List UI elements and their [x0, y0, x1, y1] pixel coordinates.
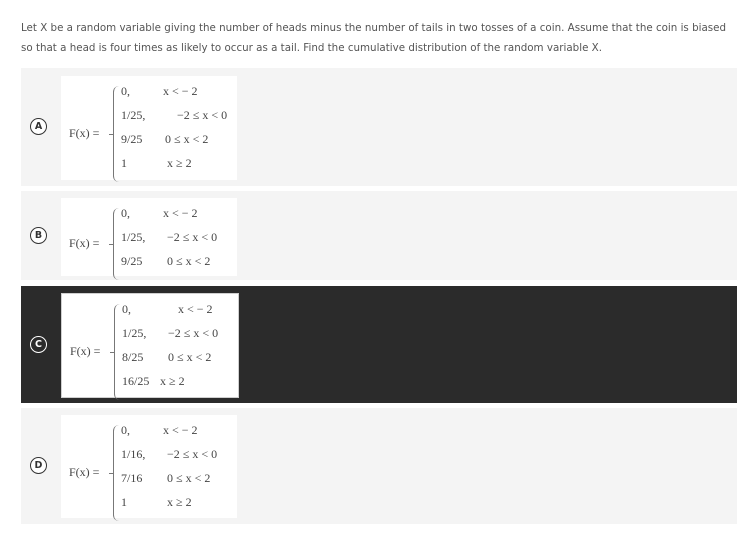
piece-value: 1/25, — [122, 326, 147, 340]
piece-value: 9/25 — [121, 132, 143, 146]
formula-card — [61, 76, 237, 180]
option-a[interactable] — [21, 68, 737, 186]
piece-condition: x < − 2 — [163, 423, 198, 437]
formula-card — [61, 198, 237, 276]
piece-condition: x < − 2 — [163, 206, 198, 220]
piece-value: 7/16 — [121, 471, 143, 485]
piecewise-brace — [113, 86, 121, 182]
piece-condition: −2 ≤ x < 0 — [168, 326, 219, 340]
piece-value: 1 — [121, 156, 127, 170]
piece-value: 0, — [121, 423, 130, 437]
option-letter-badge[interactable]: D — [30, 457, 47, 474]
piece-value: 0, — [122, 302, 131, 316]
piece-value: 8/25 — [122, 350, 144, 364]
question-text: Let X be a random variable giving the number of heads minus the number of tails in two tosses of a coin. Assume that the coin is biased so that a head is four times as likely to occur as a tail. Find the cumulative distribution of the random variable X. — [21, 22, 727, 54]
piece-condition: −2 ≤ x < 0 — [177, 108, 228, 122]
piece-value: 9/25 — [121, 254, 143, 268]
piece-condition: x < − 2 — [163, 84, 198, 98]
piece-condition: x < − 2 — [178, 302, 213, 316]
piece-condition: x ≥ 2 — [167, 156, 192, 170]
option-c[interactable] — [21, 286, 737, 403]
option-letter-badge[interactable]: B — [30, 227, 47, 244]
function-label: F(x) = — [70, 344, 101, 358]
brace-tip — [109, 134, 114, 135]
option-letter-badge[interactable]: A — [30, 118, 47, 135]
piece-condition: 0 ≤ x < 2 — [167, 471, 211, 485]
formula-card — [61, 293, 239, 398]
piece-condition: 0 ≤ x < 2 — [167, 254, 211, 268]
piece-value: 0, — [121, 84, 130, 98]
piece-condition: 0 ≤ x < 2 — [168, 350, 212, 364]
piece-condition: x ≥ 2 — [167, 495, 192, 509]
piecewise-brace — [113, 208, 121, 280]
formula-card — [61, 415, 237, 518]
function-label: F(x) = — [69, 465, 100, 479]
piece-condition: 0 ≤ x < 2 — [165, 132, 209, 146]
piecewise-brace — [114, 304, 122, 400]
piece-value: 0, — [121, 206, 130, 220]
brace-tip — [109, 473, 114, 474]
piece-value: 1/25, — [121, 230, 146, 244]
brace-tip — [110, 352, 115, 353]
function-label: F(x) = — [69, 126, 100, 140]
brace-tip — [109, 244, 114, 245]
piece-value: 1/25, — [121, 108, 146, 122]
option-d[interactable] — [21, 408, 737, 524]
piece-value: 1/16, — [121, 447, 146, 461]
function-label: F(x) = — [69, 236, 100, 250]
piecewise-brace — [113, 425, 121, 521]
piece-condition: −2 ≤ x < 0 — [167, 447, 218, 461]
option-b[interactable] — [21, 191, 737, 280]
piece-value: 16/25 — [122, 374, 150, 388]
option-letter-badge[interactable]: C — [30, 336, 47, 353]
piece-condition: x ≥ 2 — [160, 374, 185, 388]
piece-condition: −2 ≤ x < 0 — [167, 230, 218, 244]
piece-value: 1 — [121, 495, 127, 509]
